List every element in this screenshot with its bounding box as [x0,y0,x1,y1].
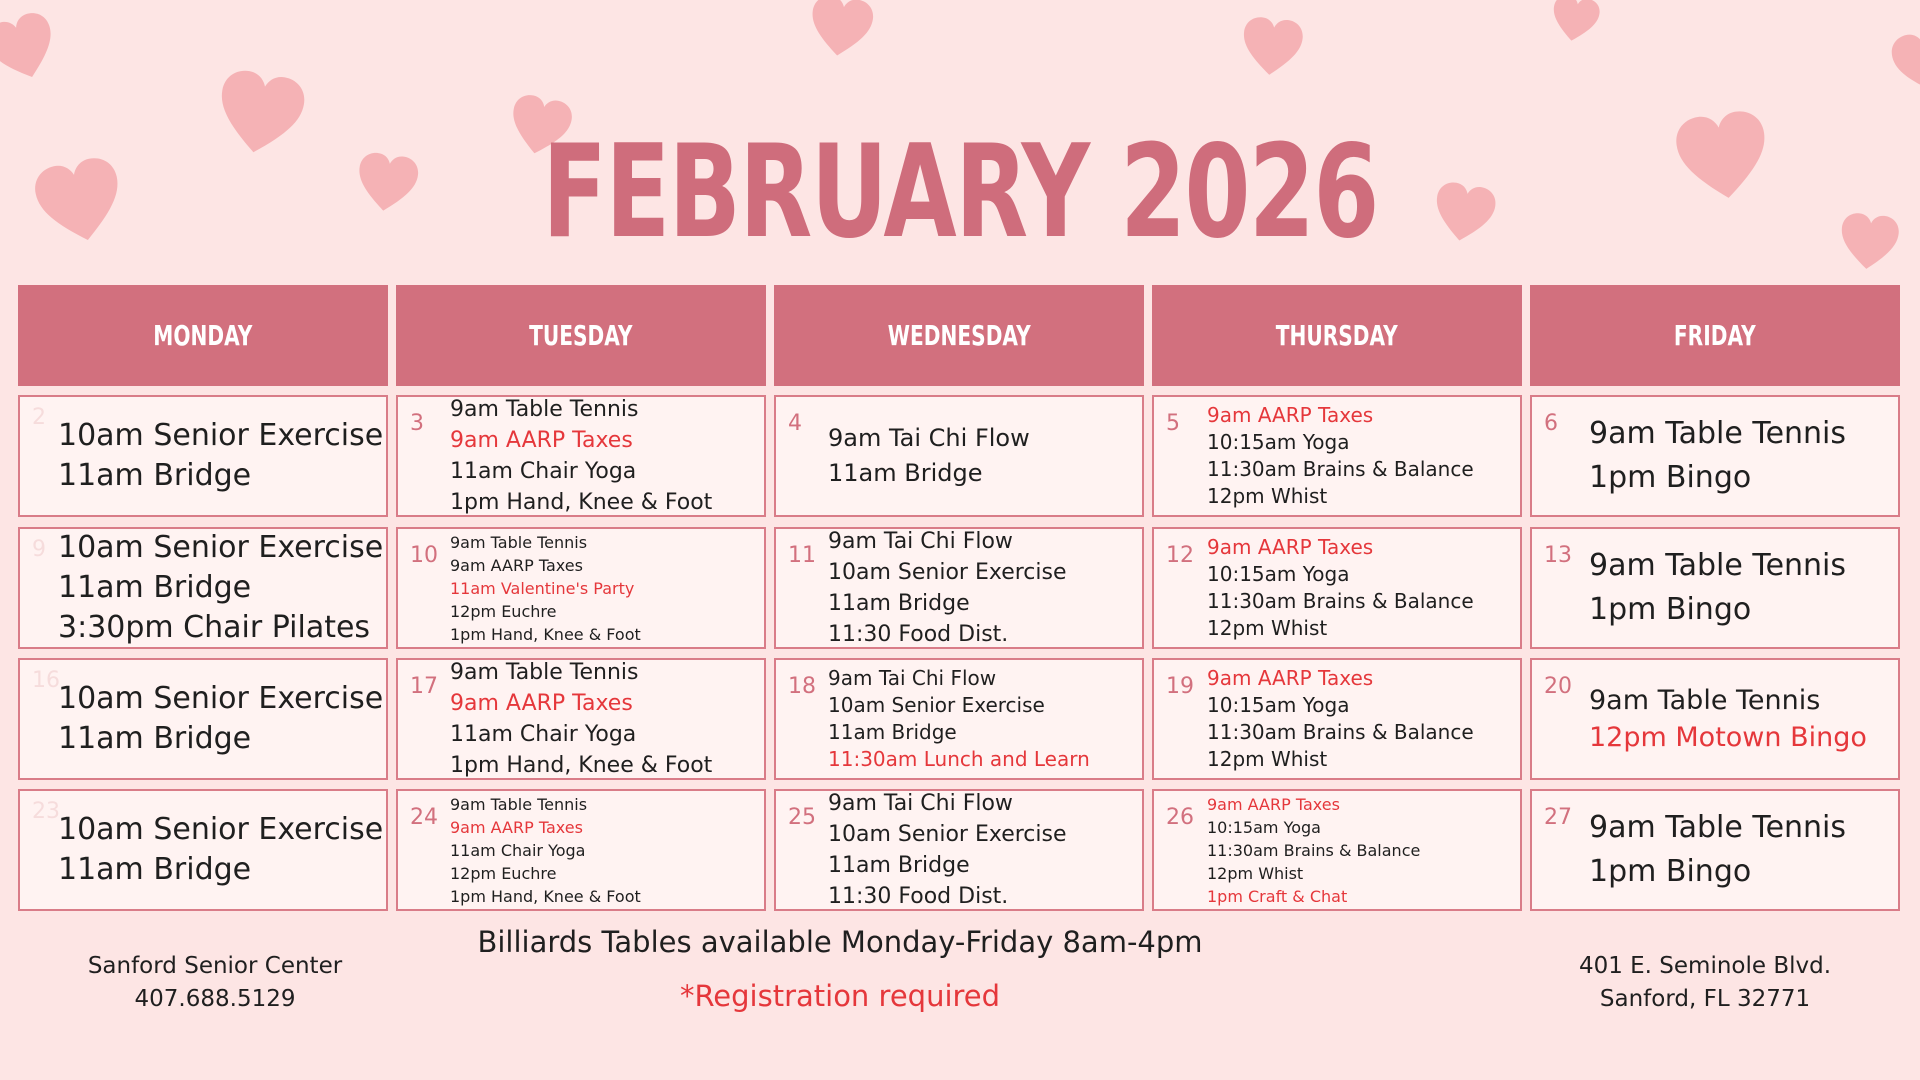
event-item: 1pm Hand, Knee & Foot [450,624,641,644]
event-item: 11:30am Brains & Balance [1207,589,1474,613]
event-item: 1pm Hand, Knee & Foot [450,886,641,906]
event-item: 3:30pm Chair Pilates [58,610,371,645]
day-number: 24 [410,805,438,830]
event-item: 9am AARP Taxes [1207,403,1374,427]
center-contact [40,950,390,1016]
heart-icon [1546,0,1604,49]
event-item: 11:30am Brains & Balance [1207,840,1421,860]
day-number: 18 [788,674,816,699]
event-list [828,791,1067,909]
day-number: 20 [1544,674,1572,699]
event-item: 10:15am Yoga [1207,693,1350,717]
event-item: 9am Table Tennis [1589,810,1847,845]
day-cell[interactable] [774,527,1144,649]
day-cell[interactable] [1152,789,1522,911]
heart-icon [0,5,67,93]
day-number: 11 [788,543,816,568]
day-cell[interactable] [396,658,766,780]
billiards-note: Billiards Tables available Monday-Friday 8am-4pm [477,925,1203,959]
day-number: 23 [32,799,60,824]
event-list [58,529,383,647]
event-list [450,791,641,909]
event-item: 12pm Whist [1207,863,1304,883]
event-item: 9am Tai Chi Flow [828,424,1030,452]
event-item: 1pm Bingo [1589,460,1752,495]
event-item: 11am Bridge [58,721,252,756]
day-number: 3 [410,411,424,436]
event-list [1207,529,1474,647]
day-number: 17 [410,674,438,699]
event-item: 11am Chair Yoga [450,459,637,484]
day-cell[interactable] [774,789,1144,911]
event-list [1589,529,1846,647]
day-number: 12 [1166,543,1194,568]
event-item: 10:15am Yoga [1207,817,1321,837]
weekday-label: WEDNESDAY [887,319,1031,352]
address-street: 401 E. Seminole Blvd. [1578,953,1832,979]
event-list [828,397,1030,515]
day-number: 16 [32,668,60,693]
event-item: 11:30am Lunch and Learn [828,747,1090,771]
event-list [1207,397,1474,515]
registration-note: *Registration required [679,979,1001,1013]
event-item: 12pm Whist [1207,484,1328,508]
day-cell[interactable] [1152,658,1522,780]
day-number: 2 [32,405,46,430]
event-list [1207,660,1474,778]
event-item: 10am Senior Exercise [828,693,1045,717]
day-number: 6 [1544,411,1558,436]
day-number: 27 [1544,805,1572,830]
event-list [828,660,1090,778]
page-title: FEBRUARY 2026 [542,118,1378,267]
event-list [58,397,383,515]
event-item: 10:15am Yoga [1207,430,1350,454]
event-item: 11am Chair Yoga [450,840,586,860]
day-number: 5 [1166,411,1180,436]
weekday-header-friday [1530,285,1900,386]
event-list [1589,791,1846,909]
day-cell[interactable] [1152,395,1522,517]
weekday-label: MONDAY [153,319,253,352]
event-item: 11am Chair Yoga [450,722,637,747]
day-cell[interactable] [1152,527,1522,649]
event-item: 12pm Euchre [450,863,557,883]
day-cell[interactable] [396,527,766,649]
event-item: 1pm Bingo [1589,854,1752,889]
weekday-header-thursday [1152,285,1522,386]
heart-icon [1885,21,1920,106]
day-cell[interactable] [18,395,388,517]
event-list [828,529,1067,647]
event-item: 11am Bridge [828,720,957,744]
event-item: 9am AARP Taxes [450,555,583,575]
event-list [58,791,383,909]
event-item: 9am AARP Taxes [450,817,583,837]
heart-icon [1237,13,1307,83]
day-number: 25 [788,805,816,830]
center-address [1530,950,1880,1016]
event-item: 11:30am Brains & Balance [1207,720,1474,744]
day-cell[interactable] [1530,395,1900,517]
day-cell[interactable] [1530,658,1900,780]
event-item: 9am AARP Taxes [1207,535,1374,559]
weekday-label: TUESDAY [529,319,633,352]
event-item: 9am Table Tennis [1589,685,1821,716]
event-item: 9am Table Tennis [450,397,639,422]
event-list [58,660,383,778]
day-number: 4 [788,411,802,436]
event-item: 9am Tai Chi Flow [828,791,1013,816]
weekday-label: FRIDAY [1674,319,1756,352]
event-item: 9am Table Tennis [450,660,639,685]
event-item: 10am Senior Exercise [58,530,384,565]
day-cell[interactable] [774,395,1144,517]
heart-icon [804,0,879,65]
event-list [1589,660,1867,778]
event-item: 11am Bridge [828,853,970,878]
day-cell[interactable] [396,789,766,911]
event-item: 1pm Hand, Knee & Foot [450,753,713,778]
event-item: 10am Senior Exercise [828,560,1067,585]
heart-icon [1669,104,1777,212]
event-item: 10am Senior Exercise [828,822,1067,847]
event-item: 9am Table Tennis [1589,548,1847,583]
event-item: 10am Senior Exercise [58,681,384,716]
event-item: 9am AARP Taxes [450,691,633,716]
event-item: 12pm Whist [1207,747,1328,771]
weekday-header-tuesday [396,285,766,386]
center-name: Sanford Senior Center [87,953,343,979]
event-item: 11am Bridge [58,458,252,493]
event-item: 1pm Hand, Knee & Foot [450,490,713,515]
event-item: 1pm Craft & Chat [1207,886,1348,906]
event-list [1589,397,1846,515]
event-item: 11:30 Food Dist. [828,884,1009,909]
event-item: 11am Bridge [828,459,983,487]
event-item: 11:30am Brains & Balance [1207,457,1474,481]
day-number: 26 [1166,805,1194,830]
weekday-header-wednesday [774,285,1144,386]
event-item: 12pm Euchre [450,601,557,621]
event-list [450,397,712,515]
day-cell[interactable] [1530,527,1900,649]
day-number: 9 [32,537,46,562]
day-cell[interactable] [396,395,766,517]
weekday-label: THURSDAY [1275,319,1399,352]
event-item: 11:30 Food Dist. [828,622,1009,647]
event-item: 11am Bridge [828,591,970,616]
day-number: 19 [1166,674,1194,699]
event-item: 9am Table Tennis [450,794,588,814]
address-city: Sanford, FL 32771 [1599,986,1811,1012]
event-item: 12pm Motown Bingo [1589,722,1867,753]
event-item: 9am Tai Chi Flow [828,666,997,690]
event-item: 9am AARP Taxes [1207,794,1340,814]
day-cell[interactable] [774,658,1144,780]
center-phone: 407.688.5129 [134,986,296,1012]
event-item: 1pm Bingo [1589,592,1752,627]
weekday-header-monday [18,285,388,386]
day-number: 13 [1544,543,1572,568]
day-cell[interactable] [1530,789,1900,911]
event-item: 11am Bridge [58,570,252,605]
event-list [450,529,641,647]
event-item: 11am Valentine's Party [450,578,635,598]
event-item: 9am Tai Chi Flow [828,529,1013,554]
event-item: 10am Senior Exercise [58,812,384,847]
event-item: 10am Senior Exercise [58,418,384,453]
day-cell[interactable] [18,527,388,649]
event-item: 9am AARP Taxes [1207,666,1374,690]
event-item: 10:15am Yoga [1207,562,1350,586]
event-item: 11am Bridge [58,852,252,887]
event-item: 9am Table Tennis [1589,416,1847,451]
event-list [450,660,712,778]
day-number: 10 [410,543,438,568]
day-cell[interactable] [18,789,388,911]
heart-icon [27,150,134,257]
event-item: 9am AARP Taxes [450,428,633,453]
day-cell[interactable] [18,658,388,780]
event-list [1207,791,1420,909]
event-item: 9am Table Tennis [450,532,588,552]
heart-icon [1835,209,1903,277]
event-item: 12pm Whist [1207,616,1328,640]
